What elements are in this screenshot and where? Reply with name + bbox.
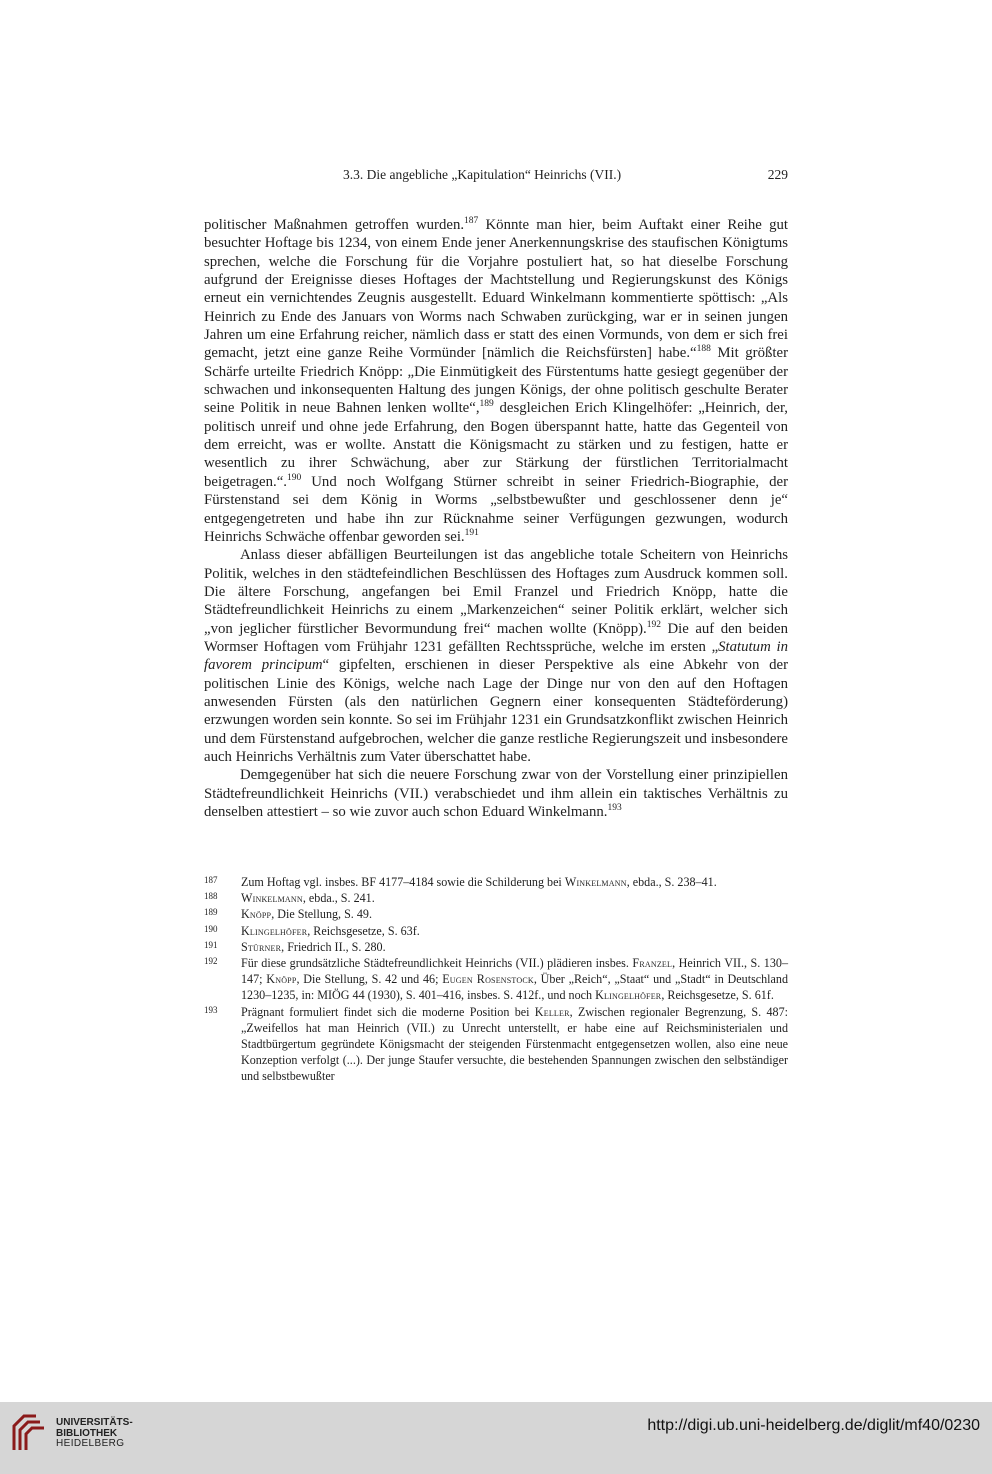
footnote-number: 189 (204, 907, 218, 918)
footnote-text: Prägnant formuliert findet sich die moderne Position bei (241, 1004, 535, 1019)
text-run: Anlass dieser abfälligen Beurteilungen ist das angebliche totale Scheitern von Heinrichs Politik, welches in den städtefeindlichen Beschlüssen des Hoftages zum Ausdruck kommen soll. Die ältere Forschung, angefangen bei Emil Franzel und Friedrich Knöpp, hatte die Städtefreundlichkeit Heinrichs zu einem „Markenzeichen“ seiner Politik erklärt, welcher sich „von jeglicher fürstlicher Bevormundung frei“ machen wollte (Knöpp). (204, 547, 788, 637)
footnote-187 (204, 874, 788, 890)
author-name: Eugen Rosenstock (442, 972, 534, 987)
footnote-ref-193[interactable]: 193 (607, 803, 622, 813)
library-line-2: BIBLIOTHEK (56, 1427, 118, 1439)
footnote-text: , Die Stellung, S. 49. (271, 907, 372, 922)
footnote-text: , Die Stellung, S. 42 und 46; (296, 972, 443, 987)
viewer-footer-bar (0, 1402, 992, 1474)
author-name: Klingelhöfer (595, 988, 662, 1003)
library-line-1: UNIVERSITÄTS- (56, 1417, 133, 1428)
footnote-188 (204, 890, 788, 906)
footnote-number: 193 (204, 1004, 218, 1015)
author-name: Knöpp (266, 972, 297, 987)
footnote-189 (204, 906, 788, 922)
text-run: “ gipfelten, erschienen in dieser Perspektive als eine Abkehr von der politischen Linie des Königs, welche nach Lage der Dinge nur von den auf den Hoftagen anwesenden Fürsten (als den natürlichen Gegnern einer konsequenten Städteförderung) erzwungen worden sein konnte. So sei im Frühjahr 1231 ein Grundsatzkonflikt zwischen Heinrich und dem Fürstenstand aufgebrochen, welcher die ganze restliche Regierungszeit und insbesondere auch Heinrichs Verhältnis zum Vater überschattet habe. (204, 657, 789, 765)
footnote-text: , Reichsgesetze, S. 63f. (307, 923, 420, 938)
running-title: 3.3. Die angebliche „Kapitulation“ Heinrichs (VII.) (343, 167, 622, 182)
footnote-text: , ebda., S. 241. (302, 891, 375, 906)
running-header (204, 165, 788, 185)
text-run: Mit größter Schärfe urteilte Friedrich Knöpp: „Die Einmütigkeit des Fürstentums hatte gesiegt gegenüber der schwachen und inkonsequenten Haltung des jungen Königs, der ohne politisch geschulte Berater seine Politik in neue Bahnen lenken wollte“, (204, 345, 788, 417)
footnote-text: , Reichsgesetze, S. 61f. (661, 988, 774, 1003)
text-run: desgleichen Erich Klingelhöfer: „Heinrich, der, politisch unreif und ohne jede Erfahrung, den Bogen überspannt hatte, hatte das Gegenteil von dem erreicht, was er wollte. Anstatt die Königsmacht zu stärken und zu festigen, hatte er wesentlich zu ihrer Schwächung, aber zur Stärkung der fürstlichen Territorialmacht beigetragen.“. (204, 400, 788, 490)
footnote-ref-190[interactable]: 190 (286, 472, 302, 483)
paragraph-2 (204, 546, 788, 766)
text-run: Und noch Wolfgang Stürner schreibt in seiner Friedrich-Biographie, der Fürstenstand sei dem König in Worms „selbstbewußter und geschlossener denn je“ entgegengetreten und habe ihn zur Rücknahme seiner Verfügungen gezwungen, wodurch Heinrichs Schwäche offenbar geworden sei. (204, 473, 788, 545)
ub-heidelberg-logo-icon[interactable] (6, 1412, 50, 1456)
footnote-number: 187 (204, 875, 218, 885)
author-name: Klingelhöfer (241, 923, 308, 938)
footnote-ref-191[interactable]: 191 (464, 527, 479, 538)
footnote-number: 192 (204, 956, 218, 967)
footnote-text: Zum Hoftag vgl. insbes. BF 4177–4184 sowie die Schilderung bei (241, 875, 565, 889)
author-name: Winkelmann (241, 891, 303, 906)
text-run: Die auf den beiden Wormser Hoftagen vom Frühjahr 1231 gefällten Rechtssprüche, welche im ersten „ (204, 620, 788, 655)
author-name: Franzel (632, 956, 673, 971)
library-line-3: HEIDELBERG (56, 1438, 125, 1449)
text-run: politischer Maßnahmen getroffen wurden. (204, 217, 465, 233)
text-run: Demgegenüber hat sich die neuere Forschung zwar von der Vorstellung einer prinzipiellen Städtefreundlichkeit Heinrichs (VII.) verabschiedet und ihm allein ein taktisches Verhältnis zu denselben attestiert – so wie zuvor auch schon Eduard Winkelmann. (204, 767, 788, 820)
footnote-text: , Friedrich II., S. 280. (281, 939, 386, 954)
footnote-ref-189[interactable]: 189 (479, 399, 494, 410)
permalink-url[interactable]: http://digi.ub.uni-heidelberg.de/diglit/mf40/0230 (647, 1417, 980, 1434)
footnote-text: , Über „Reich“, „Staat“ und „Stadt“ in Deutschland 1230–1235, in: MIÖG 44 (1930), S. 401–416, insbes. S. 412f., und noch (241, 972, 789, 1003)
page-number: 229 (767, 167, 788, 182)
footnote-ref-187[interactable]: 187 (464, 216, 479, 226)
paragraph-3 (204, 766, 788, 821)
footnote-number: 188 (204, 891, 218, 902)
footnote-190 (204, 923, 788, 939)
footnote-191 (204, 939, 788, 955)
author-name: Stürner (241, 939, 282, 954)
footnote-text: , ebda., S. 238–41. (626, 875, 717, 889)
author-name: Winkelmann (564, 875, 627, 889)
author-name: Keller (534, 1004, 570, 1019)
footnote-number: 190 (204, 923, 218, 934)
author-name: Knöpp (241, 907, 272, 922)
main-text (204, 216, 788, 821)
library-name (56, 1418, 133, 1450)
footnote-text: , Zwischen regionaler Begrenzung, S. 487: „Zweifellos hat man Heinrich (VII.) zu Unrecht unterstellt, er habe eine auf Reichsministerialen und Stadtbürgertum gegründete Königsmacht der steigenden Fürstenmacht entgegensetzen wollen, also eine neue Konzeption verfolgt (...). Der junge Staufer versuchte, die bestehenden Spannungen zwischen den selbständiger und selbstbewußter (241, 1004, 788, 1084)
footnotes (204, 874, 788, 1085)
footnote-192 (204, 955, 788, 1004)
paragraph-1 (204, 216, 788, 546)
footnote-text: Für diese grundsätzliche Städtefreundlichkeit Heinrichs (VII.) plädieren insbes. (241, 956, 633, 971)
footnote-text: , Heinrich VII., S. 130–147; (241, 956, 788, 987)
footnote-number: 191 (204, 939, 218, 950)
statutum-title: Statutum in favorem principum (204, 638, 788, 674)
footnote-193 (204, 1004, 788, 1085)
footnote-ref-192[interactable]: 192 (646, 619, 661, 630)
text-run: Könnte man hier, beim Auftakt einer Reihe gut besuchter Hoftage bis 1234, von einem Ende jener Anerkennungskrise des staufischen Königtums sprechen, welche die Forschung für die Vorjahre postuliert hat, so hat dieselbe Forschung aufgrund der Ereignisse dieses Hoftages der Machtstellung und Regierungskunst des Königs erneut ein vernichtendes Zeugnis ausgestellt. Eduard Winkelmann kommentierte spöttisch: „Als Heinrich zu Ende des Januars von Worms nach Schwaben zurückging, war er in seinen jungen Jahren um eine Erfahrung reicher, nämlich dass er statt des einen Vormunds, von dem er sich frei gemacht, jetzt eine ganze Reihe Vormünder [nämlich die Reichsfürsten] habe.“ (204, 217, 788, 362)
footnote-ref-188[interactable]: 188 (696, 344, 711, 355)
